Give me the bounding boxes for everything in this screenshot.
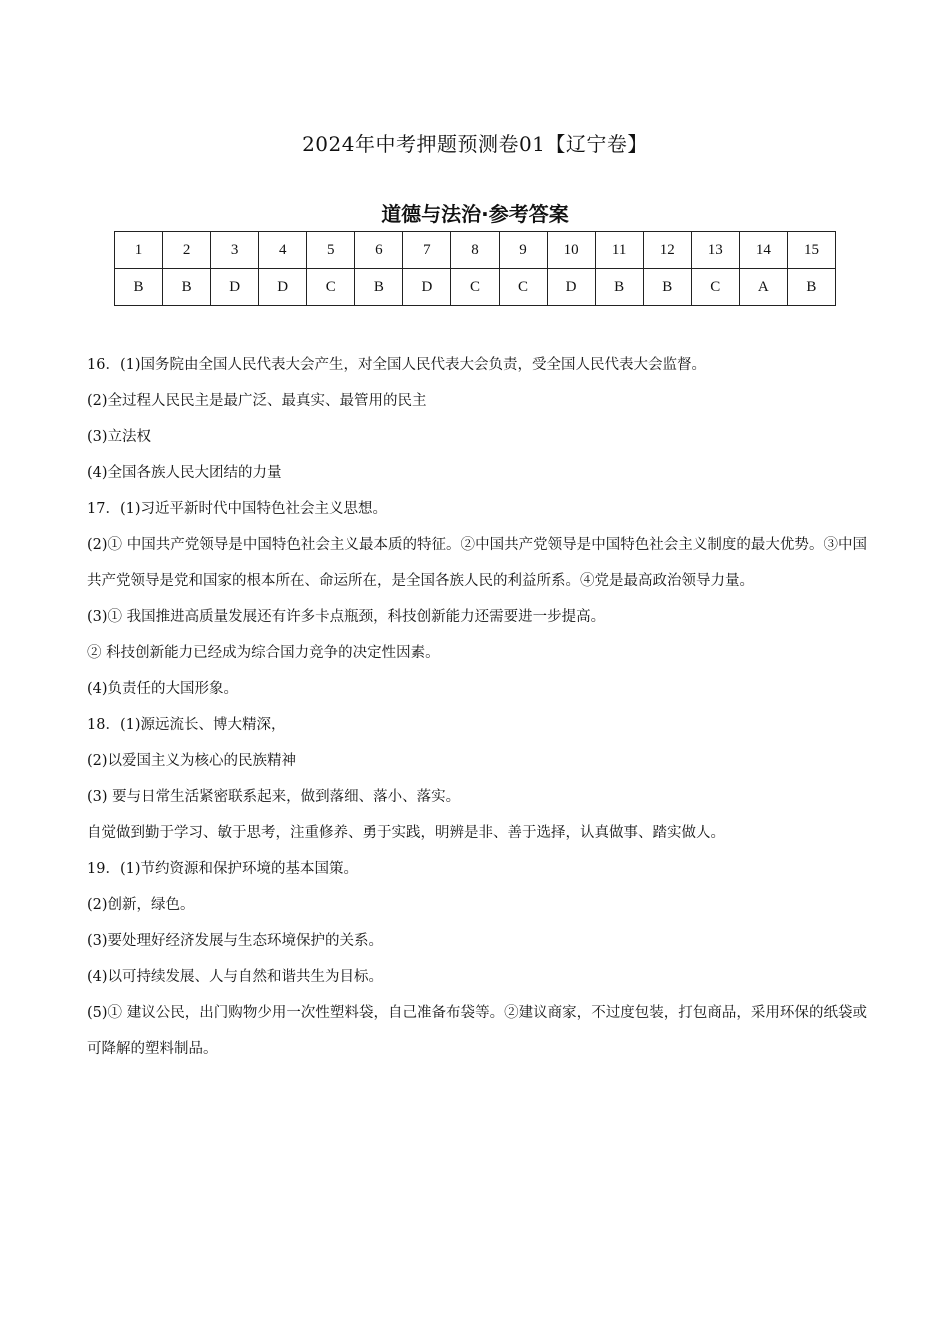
answer-line-17-1: 17．(1)习近平新时代中国特色社会主义思想。 [87, 501, 387, 517]
answer-key-subtitle: 道德与法治·参考答案 [381, 202, 569, 226]
question-number-cell: 5 [307, 232, 355, 269]
question-number-cell: 6 [355, 232, 403, 269]
answer-letter-cell: C [307, 269, 355, 306]
answer-table [114, 231, 836, 306]
answer-line-19-1: 19．(1)节约资源和保护环境的基本国策。 [87, 861, 358, 877]
question-number-cell: 8 [451, 232, 499, 269]
answer-letter-cell: D [211, 269, 259, 306]
question-number-cell: 11 [595, 232, 643, 269]
question-number-cell: 10 [547, 232, 595, 269]
answer-line-16-1: 16．(1)国务院由全国人民代表大会产生，对全国人民代表大会负责，受全国人民代表大会监督。 [87, 357, 706, 373]
exam-title: 2024年中考押题预测卷01【辽宁卷】 [302, 132, 648, 156]
answer-explanations [87, 347, 867, 1067]
question-number-cell: 14 [739, 232, 787, 269]
question-number-row [115, 232, 836, 269]
answer-letter-cell: D [403, 269, 451, 306]
answer-line-18-3b: 自觉做到勤于学习、敏于思考，注重修养、勇于实践，明辨是非、善于选择，认真做事、踏实做人。 [87, 825, 725, 841]
answer-letter-cell: C [691, 269, 739, 306]
answer-line-16-4: (4)全国各族人民大团结的力量 [87, 465, 282, 481]
answer-letter-cell: C [499, 269, 547, 306]
question-number-cell: 15 [787, 232, 835, 269]
answer-letter-row [115, 269, 836, 306]
answer-line-17-4: (4)负责任的大国形象。 [87, 681, 239, 697]
answer-letter-cell: D [259, 269, 307, 306]
answer-line-19-3: (3)要处理好经济发展与生态环境保护的关系。 [87, 933, 384, 949]
question-number-cell: 13 [691, 232, 739, 269]
answer-line-16-3: (3)立法权 [87, 429, 152, 445]
answer-letter-cell: B [115, 269, 163, 306]
answer-letter-cell: B [355, 269, 403, 306]
question-number-cell: 9 [499, 232, 547, 269]
answer-line-16-2: (2)全过程人民民主是最广泛、最真实、最管用的民主 [87, 393, 427, 409]
question-number-cell: 1 [115, 232, 163, 269]
answer-letter-cell: B [163, 269, 211, 306]
answer-line-17-3a: (3)① 我国推进高质量发展还有许多卡点瓶颈，科技创新能力还需要进一步提高。 [87, 609, 606, 625]
answer-line-18-2: (2)以爱国主义为核心的民族精神 [87, 753, 297, 769]
answer-letter-cell: B [787, 269, 835, 306]
question-number-cell: 12 [643, 232, 691, 269]
answer-line-19-5: (5)① 建议公民，出门购物少用一次性塑料袋，自己准备布袋等。②建议商家，不过度包装，打包商品，采用环保的纸袋或可降解的塑料制品。 [87, 1005, 867, 1057]
answer-letter-cell: C [451, 269, 499, 306]
question-number-cell: 3 [211, 232, 259, 269]
answer-line-19-2: (2)创新，绿色。 [87, 897, 195, 913]
question-number-cell: 2 [163, 232, 211, 269]
answer-line-19-4: (4)以可持续发展、人与自然和谐共生为目标。 [87, 969, 384, 985]
answer-letter-cell: B [595, 269, 643, 306]
answer-letter-cell: D [547, 269, 595, 306]
answer-letter-cell: B [643, 269, 691, 306]
answer-line-18-3a: (3) 要与日常生活紧密联系起来，做到落细、落小、落实。 [87, 789, 461, 805]
question-number-cell: 4 [259, 232, 307, 269]
answer-line-17-2: (2)① 中国共产党领导是中国特色社会主义最本质的特征。②中国共产党领导是中国特色社会主义制度的最大优势。③中国共产党领导是党和国家的根本所在、命运所在，是全国各族人民的利益所系。④党是最高政治领导力量。 [87, 537, 867, 589]
answer-line-17-3b: ② 科技创新能力已经成为综合国力竞争的决定性因素。 [87, 645, 440, 661]
answer-letter-cell: A [739, 269, 787, 306]
answer-line-18-1: 18．(1)源远流长、博大精深， [87, 717, 286, 733]
question-number-cell: 7 [403, 232, 451, 269]
